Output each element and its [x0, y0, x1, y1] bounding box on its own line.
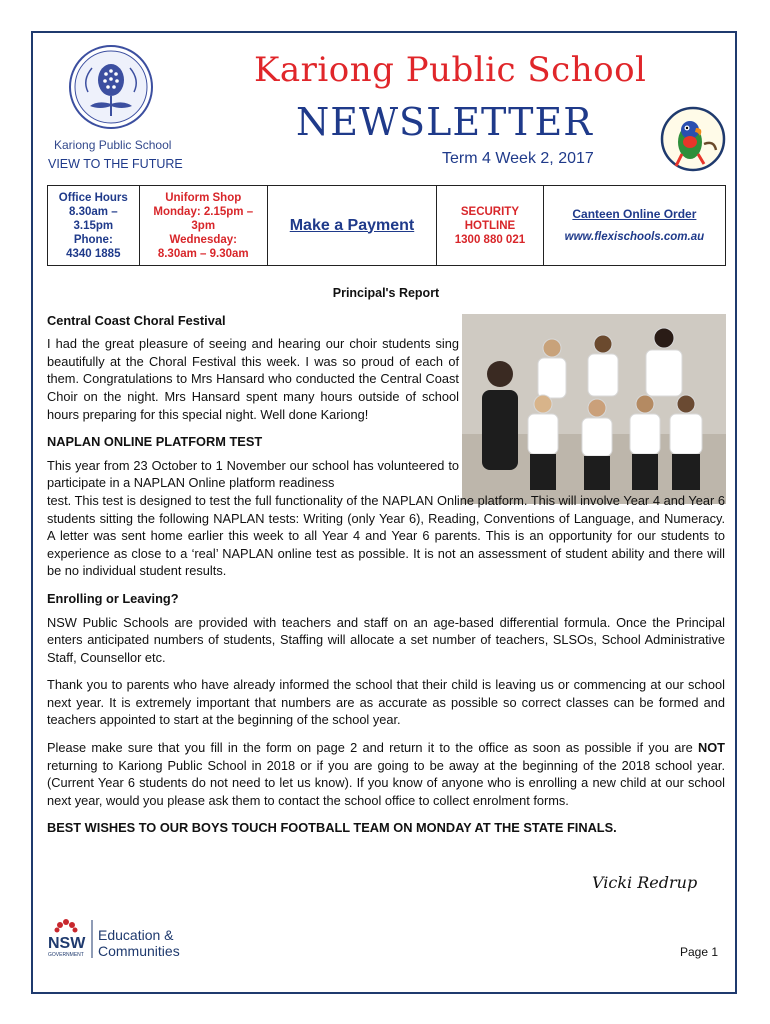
office-hours-cell: [48, 186, 140, 266]
uniform-shop-cell: [139, 186, 267, 266]
paragraph-choral: I had the great pleasure of seeing and hearing our choir students sing beautifully at the Choral Festival this week. I was so proud of each of them. Congratulations to Mrs Hansard who conducted the Central Coast Choir on the night. Mrs Hansard spent many hours outside of school hours preparing for this special night. Well done Kariong!: [47, 336, 459, 422]
parrot-emblem-icon: [660, 106, 726, 172]
security-line: HOTLINE: [464, 219, 516, 232]
enrol-text-not: NOT: [697, 740, 725, 756]
security-line: SECURITY: [460, 205, 520, 218]
school-crest-logo: [68, 44, 154, 130]
school-name-title: Kariong Public School: [254, 50, 647, 90]
paragraph-enrol-3: [47, 739, 725, 809]
make-payment-link[interactable]: Make a Payment: [267, 186, 436, 266]
office-phone: 4340 1885: [66, 247, 121, 260]
crest-caption: Kariong Public School: [54, 138, 172, 152]
office-hours-line: Phone:: [73, 233, 113, 246]
report-title: Principal's Report: [332, 286, 440, 300]
office-hours-line: Office Hours: [58, 191, 128, 204]
uniform-shop-line: Uniform Shop: [165, 191, 242, 204]
paragraph-enrol-1: NSW Public Schools are provided with teachers and staff on an age-based differential formula. Once the Principal enters anticipated numbers of students, Staffing will allocate a set number of teachers, SLSOs, School Administrative Staff, Counsellor etc.: [47, 614, 725, 665]
nsw-education-logo: [46, 916, 206, 962]
uniform-shop-line: Monday: 2.15pm –: [153, 205, 254, 218]
section-heading-enrol: Enrolling or Leaving?: [47, 590, 179, 606]
principals-report: [47, 285, 725, 843]
office-hours-line: 3.15pm: [73, 219, 114, 232]
paragraph-naplan: test. This test is designed to test the full functionality of the NAPLAN Online platform. This will involve Year 4 and Year 6 students sitting the following NAPLAN tests: Writing (only Year 6), Reading, Conventions of Language, and Numeracy. A letter was sent home earlier this week to all Year 4 and Year 6 parents. This is an opportunity for our students to experience as close to a ‘real’ NAPLAN online test as possible. It is not an assessment of student ability and there will be no individual student results.: [47, 492, 725, 579]
paragraph-naplan-intro: This year from 23 October to 1 November our school has volunteered to participate in a NAPLAN Online platform readiness: [47, 457, 459, 491]
uniform-shop-line: 3pm: [191, 219, 216, 232]
waratah-icon: [55, 919, 78, 933]
logo-nsw-text: NSW: [48, 935, 86, 952]
best-wishes: BEST WISHES TO OUR BOYS TOUCH FOOTBALL TEAM ON MONDAY AT THE STATE FINALS.: [47, 820, 617, 836]
paragraph-enrol-2: Thank you to parents who have already informed the school that their child is leaving us or commencing at our school next year. It is extremely important that numbers are as accurate as possible so correct classes can be formed and teachers appointed to start at the beginning of the school year.: [47, 677, 725, 728]
uniform-shop-line: Wednesday:: [169, 233, 237, 246]
page-number: Page 1: [680, 945, 719, 959]
enrol-text-pre: Please make sure that you fill in the form on page 2 and return it to the office as soon as possible if you are: [47, 740, 698, 756]
info-table: [47, 185, 726, 266]
newsletter-title: NEWSLETTER: [296, 100, 593, 144]
logo-gov-text: GOVERNMENT: [48, 952, 84, 958]
uniform-shop-line: 8.30am – 9.30am: [157, 247, 249, 260]
security-hotline-cell: [437, 186, 544, 266]
logo-line2: Communities: [98, 943, 180, 959]
canteen-url-link[interactable]: www.flexischools.com.au: [564, 231, 705, 243]
canteen-cell: [543, 186, 725, 266]
section-heading-choral: Central Coast Choral Festival: [47, 312, 226, 328]
school-motto: VIEW TO THE FUTURE: [48, 157, 183, 171]
term-label: Term 4 Week 2, 2017: [442, 150, 594, 167]
office-hours-line: 8.30am –: [69, 205, 118, 218]
canteen-order-link[interactable]: Canteen Online Order: [572, 207, 697, 221]
logo-line1: Education &: [98, 927, 174, 943]
principal-signature: Vicki Redrup: [592, 873, 698, 892]
section-heading-naplan: NAPLAN ONLINE PLATFORM TEST: [47, 434, 263, 450]
security-phone: 1300 880 021: [454, 233, 526, 246]
enrol-text-post: returning to Kariong Public School in 2018 or if you are going to be away at the beginning of the 2018 school year. (Current Year 6 students do not need to let us know). If you know of anyone who is enrolling a new child at our school next year, would you please ask them to contact the school office to collect enrolment forms.: [47, 757, 725, 808]
